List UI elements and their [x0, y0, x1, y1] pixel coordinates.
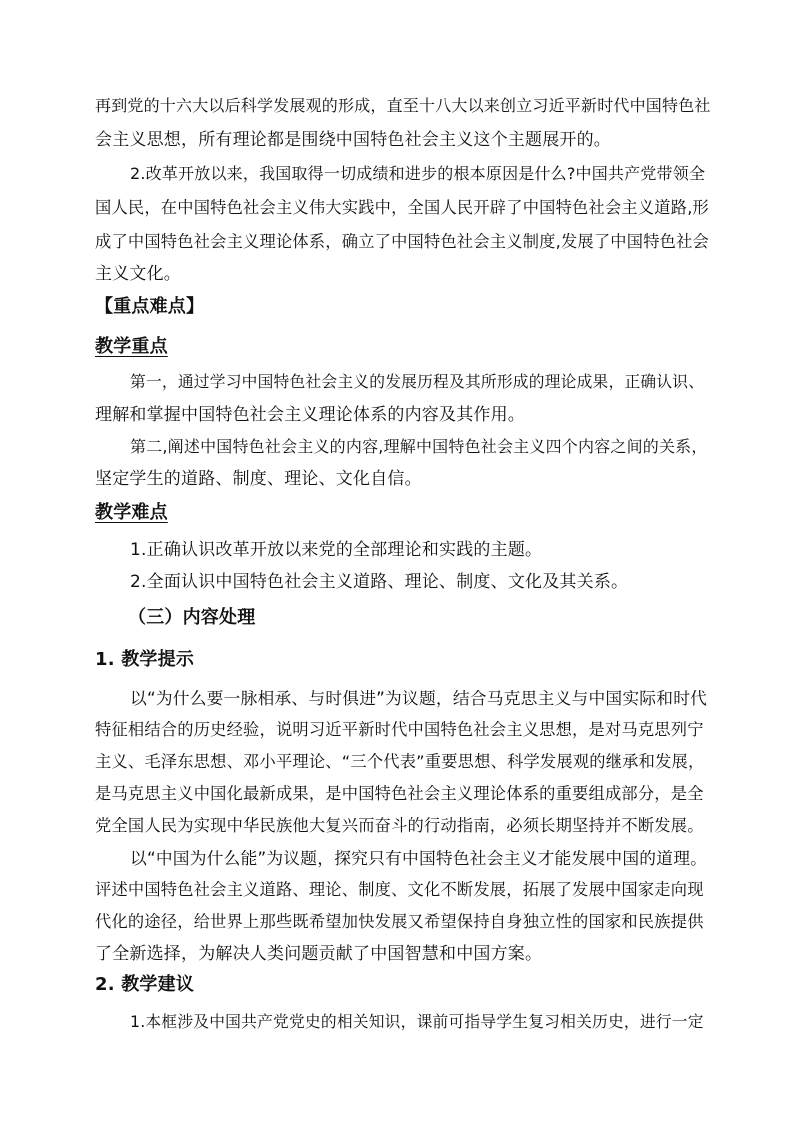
text-line: 评述中国特色社会主义道路、理论、制度、文化不断发展，拓展了发展中国家走向现	[95, 880, 704, 899]
list-item: 1.正确认识改革开放以来党的全部理论和实践的主题。	[130, 540, 543, 560]
text-line: 第二,阐述中国特色社会主义的内容,理解中国特色社会主义四个内容之间的关系，	[130, 437, 708, 456]
heading-teaching-difficulty: 教学难点	[95, 502, 168, 523]
text-line: 特征相结合的历史经验，说明习近平新时代中国特色社会主义思想，是对马克思列宁	[95, 720, 704, 739]
text-line: 以“中国为什么能”为议题，探究只有中国特色社会主义才能发展中国的道理。	[130, 848, 708, 868]
text-line: 是马克思主义中国化最新成果，是中国特色社会主义理论体系的重要组成部分，是全	[95, 784, 704, 803]
text-line: 1.本框涉及中国共产党党史的相关知识，课前可指导学生复习相关历史，进行一定	[130, 1012, 704, 1031]
text-line: 主义、毛泽东思想、邓小平理论、“三个代表”重要思想、科学发展观的继承和发展，	[95, 752, 705, 771]
section-heading-content: （三）内容处理	[128, 607, 256, 628]
text-line: 成了中国特色社会主义理论体系，确立了中国特色社会主义制度,发展了中国特色社会	[95, 232, 710, 251]
text-line: 再到党的十六大以后科学发展观的形成，直至十八大以来创立习近平新时代中国特色社	[95, 96, 711, 115]
text-line: 国人民，在中国特色社会主义伟大实践中，全国人民开辟了中国特色社会主义道路,形	[95, 198, 710, 217]
section-heading-key-points: 【重点难点】	[95, 296, 205, 317]
text-line: 第一，通过学习中国特色社会主义的发展历程及其所形成的理论成果，正确认识、	[130, 372, 705, 391]
heading-teaching-suggestions: 2. 教学建议	[95, 974, 195, 995]
text-line: 坚定学生的道路、制度、理论、文化自信。	[95, 469, 422, 489]
text-line: 了全新选择，为解决人类问题贡献了中国智慧和中国方案。	[95, 944, 543, 964]
text-line: 党全国人民为实现中华民族他大复兴而奋斗的行动指南，必须长期坚持并不断发展。	[95, 816, 704, 835]
text-line: 理解和掌握中国特色社会主义理论体系的内容及其作用。	[95, 405, 525, 425]
list-item: 2.全面认识中国特色社会主义道路、理论、制度、文化及其关系。	[130, 572, 629, 592]
heading-teaching-tips: 1. 教学提示	[95, 649, 195, 670]
text-line: 会主义思想，所有理论都是围绕中国特色社会主义这个主题展开的。	[95, 130, 611, 150]
text-line: 以“为什么要一脉相承、与时俱进”为议题，结合马克思主义与中国实际和时代	[130, 688, 708, 708]
text-line: 主义文化。	[95, 264, 181, 284]
text-line: 代化的途径，给世界上那些既希望加快发展又希望保持自身独立性的国家和民族提供	[95, 912, 704, 931]
text-line: 2.改革开放以来，我国取得一切成绩和进步的根本原因是什么?中国共产党带领全	[130, 164, 706, 183]
heading-teaching-focus: 教学重点	[95, 336, 168, 357]
